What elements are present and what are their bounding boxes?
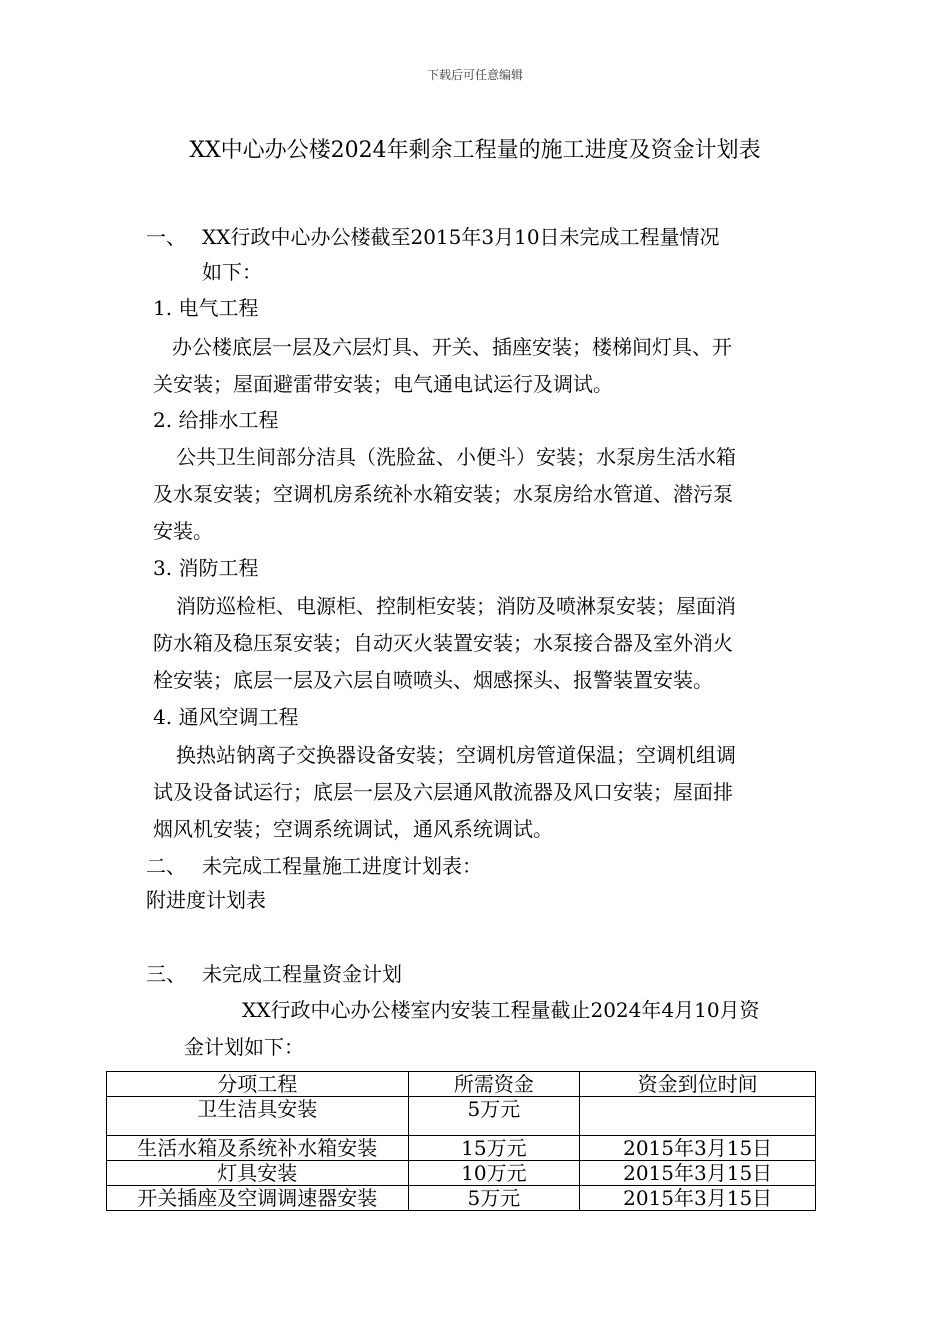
item-plumbing-text: 安装。 bbox=[153, 519, 213, 543]
section1-heading: XX行政中心办公楼截至2015年3月10日未完成工程量情况 bbox=[202, 225, 720, 249]
item-hvac-label: 4. 通风空调工程 bbox=[153, 705, 299, 729]
document-title: XX中心办公楼2024年剩余工程量的施工进度及资金计划表 bbox=[189, 138, 761, 163]
table-cell: 10万元 bbox=[408, 1161, 580, 1186]
item-electrical-text: 关安装；屋面避雷带安装；电气通电试运行及调试。 bbox=[153, 372, 613, 396]
section3-intro-cont: 金计划如下： bbox=[184, 1035, 304, 1059]
section3-number: 三、 bbox=[146, 962, 186, 986]
section3-intro: XX行政中心办公楼室内安装工程量截止2024年4月10月资 bbox=[242, 998, 760, 1022]
table-header-row bbox=[107, 1072, 816, 1097]
table-row bbox=[107, 1136, 816, 1161]
header-note: 下载后可任意编辑 bbox=[426, 68, 523, 82]
item-plumbing-label: 2. 给排水工程 bbox=[153, 408, 279, 432]
table-cell: 5万元 bbox=[408, 1097, 580, 1136]
table-cell: 2015年3月15日 bbox=[580, 1161, 816, 1186]
item-plumbing-text: 及水泵安装；空调机房系统补水箱安装；水泵房给水管道、潜污泵 bbox=[153, 482, 733, 506]
table-row bbox=[107, 1097, 816, 1136]
section2-heading: 未完成工程量施工进度计划表： bbox=[202, 854, 482, 878]
item-fire-text: 消防巡检柜、电源柜、控制柜安装；消防及喷淋泵安装；屋面消 bbox=[176, 594, 736, 618]
item-fire-text: 栓安装；底层一层及六层自喷喷头、烟感探头、报警装置安装。 bbox=[153, 668, 713, 692]
table-cell: 2015年3月15日 bbox=[580, 1136, 816, 1161]
table-cell: 开关插座及空调调速器安装 bbox=[107, 1186, 409, 1211]
item-fire-label: 3. 消防工程 bbox=[153, 556, 259, 580]
table-cell: 卫生洁具安装 bbox=[107, 1097, 409, 1136]
item-plumbing-text: 公共卫生间部分洁具（洗脸盆、小便斗）安装；水泵房生活水箱 bbox=[176, 445, 736, 469]
table-cell: 5万元 bbox=[408, 1186, 580, 1211]
item-hvac-text: 换热站钠离子交换器设备安装；空调机房管道保温；空调机组调 bbox=[176, 743, 736, 767]
section2-note: 附进度计划表 bbox=[146, 888, 266, 912]
item-electrical-label: 1. 电气工程 bbox=[153, 296, 259, 320]
table-row bbox=[107, 1161, 816, 1186]
item-hvac-text: 试及设备试运行；底层一层及六层通风散流器及风口安装；屋面排 bbox=[153, 780, 733, 804]
item-hvac-text: 烟风机安装；空调系统调试，通风系统调试。 bbox=[153, 817, 553, 841]
funding-table bbox=[106, 1071, 816, 1211]
column-header: 分项工程 bbox=[107, 1072, 409, 1097]
table-cell bbox=[580, 1097, 816, 1136]
column-header: 所需资金 bbox=[408, 1072, 580, 1097]
section3-heading: 未完成工程量资金计划 bbox=[202, 962, 402, 986]
section2-number: 二、 bbox=[146, 854, 186, 878]
table-cell: 生活水箱及系统补水箱安装 bbox=[107, 1136, 409, 1161]
table-cell: 2015年3月15日 bbox=[580, 1186, 816, 1211]
table-row bbox=[107, 1186, 816, 1211]
table-cell: 灯具安装 bbox=[107, 1161, 409, 1186]
item-electrical-text: 办公楼底层一层及六层灯具、开关、插座安装；楼梯间灯具、开 bbox=[172, 335, 732, 359]
section1-heading-cont: 如下： bbox=[202, 260, 262, 284]
table-cell: 15万元 bbox=[408, 1136, 580, 1161]
section1-number: 一、 bbox=[146, 225, 186, 249]
column-header: 资金到位时间 bbox=[580, 1072, 816, 1097]
item-fire-text: 防水箱及稳压泵安装；自动灭火装置安装；水泵接合器及室外消火 bbox=[153, 631, 733, 655]
